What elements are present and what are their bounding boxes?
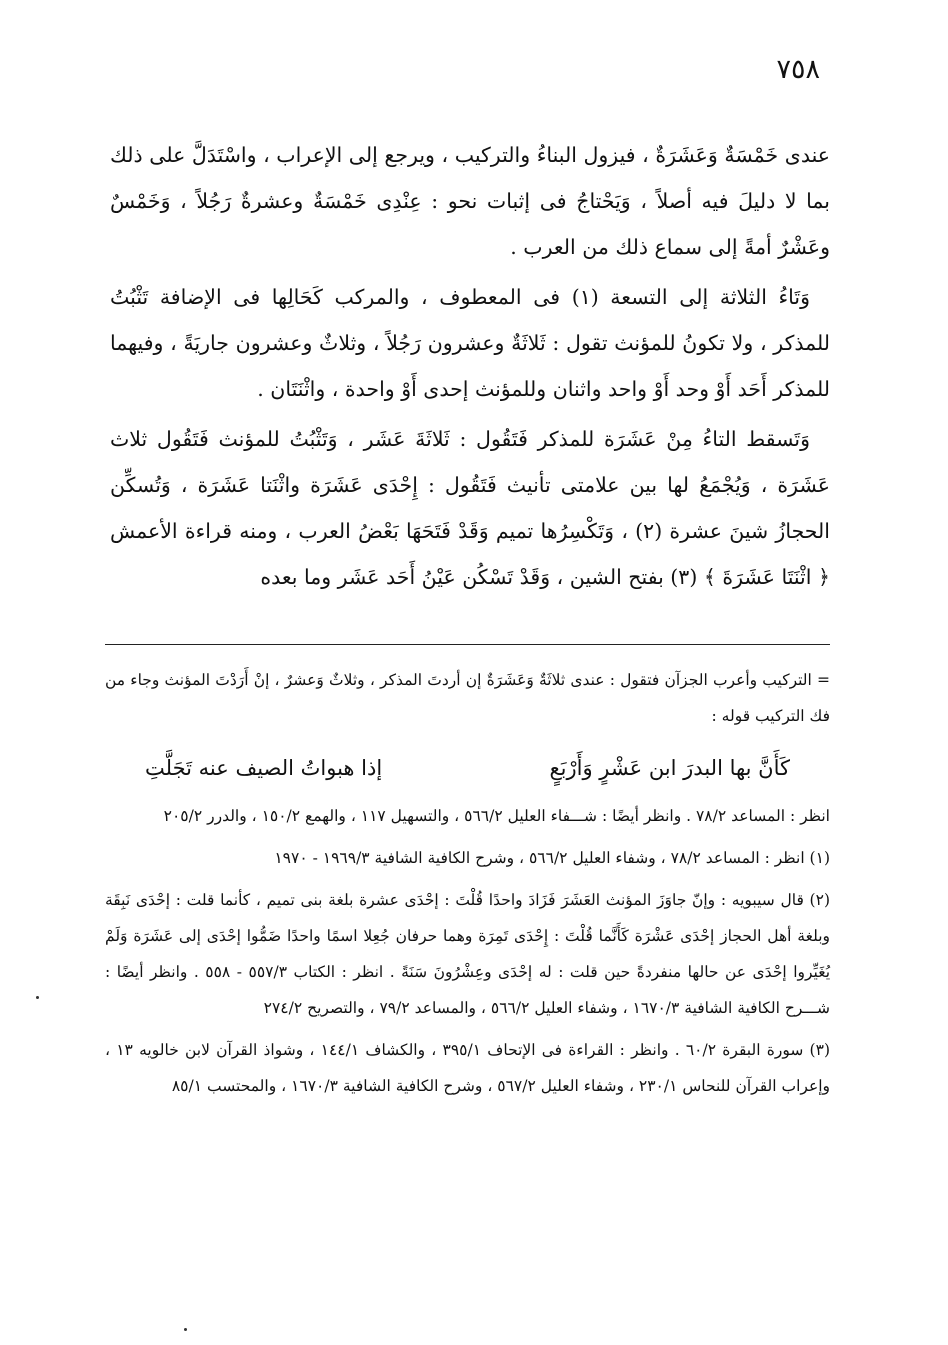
footnote-separator (105, 644, 830, 645)
page-number: ٧٥٨ (776, 54, 820, 85)
footnote-3: (٣) سورة البقرة ٦٠/٢ . وانظر : القراءة فى الإتحاف ٣٩٥/١ ، والكشاف ١٤٤/١ ، وشواذ القرآن لابن خالويه ١٣ ، وإعراب القرآن للنحاس ٢٣٠/١ ، وشفاء العليل ٥٦٧/٢ ، وشرح الكافية الشافية ١٦٧٠/٣ ، والمحتسب ٨٥/١ (105, 1041, 830, 1095)
main-paragraph-3: وَتَسقط التاءُ مِنْ عَشَرَة للمذكر فَتَقُول : ثَلاثَةَ عَشَر ، وَتَثْبُتُ للمؤنث فَتَقُول ثلاث عَشَرَة ، وَيُجْمَعُ لها بين علامتى تأنيث فَتَقُول : إِحْدَى عَشَرَة واثْنَتا عَشَرَة ، وَتُسكِّن الحجازُ شينَ عشرة (٢) ، وَتَكْسِرُها تميم وَقَدْ فَتَحَهَا بَعْضُ العرب ، ومنه قراءة الأعمش ﴿ اثْنَتَا عَشَرَةَ ﴾ (٣) بفتح الشين ، وَقَدْ تَسْكُن عَيْنُ أَحَد عَشَر وما بعده (110, 427, 830, 589)
verse-first-hemistich: كَأَنَّ بها البدرَ ابن عَشْرٍ وَأَرْبَعٍ (549, 756, 790, 780)
main-paragraph-1: عندى خَمْسَةٌ وَعَشَرَةٌ ، فيزول البناءُ والتركيب ، ويرجع إلى الإعراب ، واسْتَدَلَّ على ذلك بما لا دليلَ فيه أصلاً ، وَيَحْتاجُ فى إثبات نحو : عِنْدِى خَمْسَةٌ وعشرةٌ رَجُلاً ، وَخَمْسٌ وعَشْرٌ أمةً إلى سماع ذلك من العرب . (110, 143, 830, 259)
verse-second-hemistich: إذا هبواتُ الصيف عنه تَجَلَّتِ (145, 756, 383, 780)
scan-speck (184, 1328, 187, 1331)
footnote-1: (١) انظر : المساعد ٧٨/٢ ، وشفاء العليل ٥٦٦/٢ ، وشرح الكافية الشافية ١٩٦٩/٣ - ١٩٧٠ (274, 849, 830, 867)
footnote-2: (٢) قال سيبويه : وإنّ جاوَزَ المؤنث العَشَرَ فَزَادَ واحدًا قُلْتَ : إحْدَى عشرة بلغة بنى تميم ، كأنما قلت : إحْدَى نَبِقَة وبلغة أهل الحجاز إحْدَى عَشْرَة كَأَنَّما قُلْتَ : إِحْدَى تَمِرَة وهما حرفان جُعِلا اسمًا واحدًا ضَمُّوا إحْدَى إلى عَشَرَة وَلَمْ يُغَيِّروا إحْدَى عن حالها منفردةً حين قلت : له إحْدَى وعِشْرُونَ سَنَةً . انظر : الكتاب ٥٥٧/٣ - ٥٥٨ . وانظر أيضًا : شـــرح الكافية الشافية ١٦٧٠/٣ ، وشفاء العليل ٥٦٦/٢ ، والمساعد ٧٩/٢ ، والتصريح ٢٧٤/٢ (105, 891, 831, 1017)
verse-source: انظر : المساعد ٧٨/٢ . وانظر أيضًا : شـــفاء العليل ٥٦٦/٢ ، والتسهيل ١١٧ ، والهمع ١٥٠/٢ ، والدرر ٢٠٥/٢ (163, 807, 830, 825)
footnote-continuation: = التركيب وأعرب الجزآن فتقول : عندى ثلاثَةٌ وَعَشَرَةٌ إن أردتَ المذكر ، وثلاثٌ وَعشرٌ ، إنْ أَرَدْتَ المؤنث وجاء من فك التركيب قوله : (105, 671, 830, 725)
poetry-verse (105, 740, 830, 798)
main-paragraph-2: وَتَاءُ الثلاثة إلى التسعة (١) فى المعطوف ، والمركب كَحَالِها فى الإضافة تَثْبُتُ للمذكر ، ولا تكونُ للمؤنث تقول : ثَلاثَةٌ وعشرون رَجُلاً ، وثلاثٌ وعشرون جاريَةً ، وفيهما للمذكر أَحَد أَوْ وحد أَوْ واحد واثنان وللمؤنث إحدى أَوْ واحدة ، واثْنَتَان . (110, 285, 830, 401)
scan-speck (36, 996, 39, 999)
footnotes-section (105, 662, 830, 1110)
main-text (110, 132, 830, 604)
